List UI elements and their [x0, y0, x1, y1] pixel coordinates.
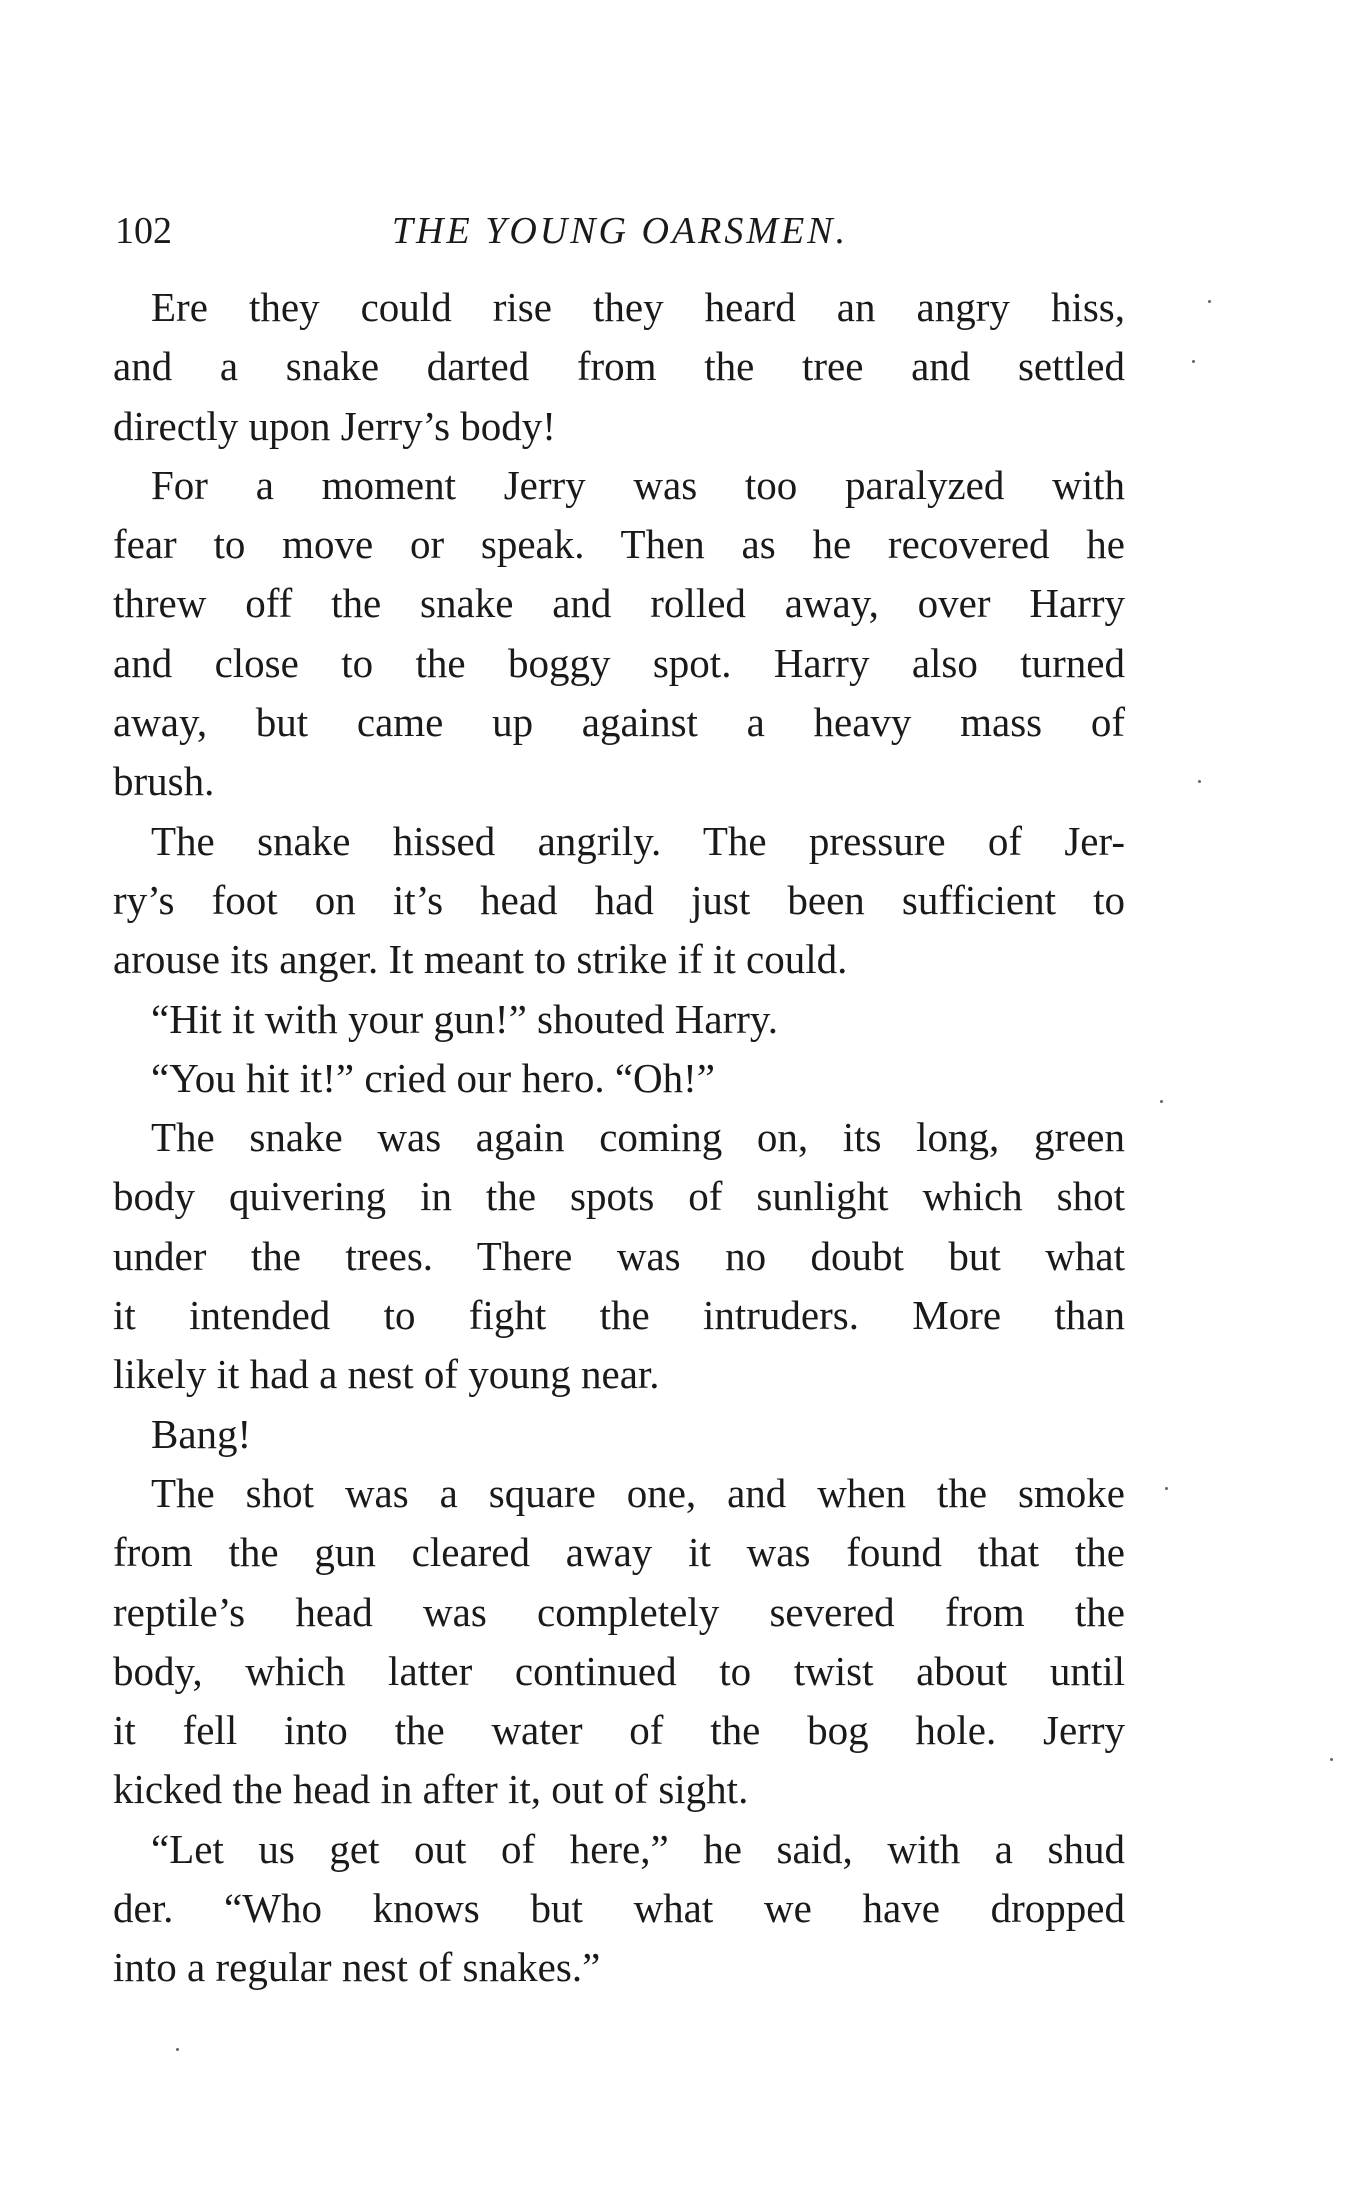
text-line: Bang! — [151, 1410, 252, 1457]
text-line: into a regular nest of snakes.” — [113, 1944, 601, 1991]
scan-speck — [1192, 360, 1195, 363]
scan-speck — [176, 2048, 179, 2051]
text-line: ry’s foot on it’s head had just been sufficient to — [113, 876, 1125, 923]
text-line: der. “Who knows but what we have dropped — [113, 1885, 1125, 1932]
text-line: reptile’s head was completely severed from the — [113, 1588, 1125, 1635]
text-line: away, but came up against a heavy mass of — [113, 699, 1125, 746]
text-line: under the trees. There was no doubt but what — [113, 1232, 1125, 1279]
text-line: it intended to fight the intruders. More than — [113, 1292, 1125, 1339]
page-header — [115, 206, 1125, 256]
text-line: directly upon Jerry’s body! — [113, 402, 556, 449]
text-line: it fell into the water of the bog hole. Jerry — [113, 1707, 1125, 1754]
text-line: kicked the head in after it, out of sight. — [113, 1766, 749, 1813]
text-line: “Let us get out of here,” he said, with a shud — [151, 1825, 1125, 1872]
scan-speck — [1208, 300, 1211, 303]
text-line: For a moment Jerry was too paralyzed with — [151, 461, 1125, 508]
text-line: The shot was a square one, and when the smoke — [151, 1469, 1125, 1516]
text-line: “Hit it with your gun!” shouted Harry. — [151, 995, 779, 1042]
scan-speck — [1330, 1758, 1333, 1761]
text-line: arouse its anger. It meant to strike if it could. — [113, 936, 848, 983]
scan-speck — [1160, 1100, 1163, 1103]
text-line: likely it had a nest of young near. — [113, 1351, 660, 1398]
scan-speck — [1165, 1487, 1168, 1490]
text-line: and a snake darted from the tree and settled — [113, 343, 1125, 390]
text-line: threw off the snake and rolled away, over Harry — [113, 580, 1125, 627]
text-line: Ere they could rise they heard an angry hiss, — [151, 284, 1125, 330]
text-line: fear to move or speak. Then as he recovered he — [113, 521, 1125, 568]
scan-speck — [1198, 780, 1201, 783]
text-line: and close to the boggy spot. Harry also turned — [113, 639, 1125, 686]
text-line: The snake hissed angrily. The pressure of Jer- — [151, 817, 1125, 864]
text-line: body, which latter continued to twist about until — [113, 1647, 1125, 1694]
text-line: body quivering in the spots of sunlight which shot — [113, 1173, 1125, 1220]
page-number: 102 — [115, 210, 172, 252]
body-text — [113, 278, 1125, 1998]
text-line: The snake was again coming on, its long, green — [151, 1114, 1125, 1161]
text-line: from the gun cleared away it was found that the — [113, 1529, 1125, 1576]
text-line: “You hit it!” cried our hero. “Oh!” — [151, 1054, 715, 1101]
text-line: brush. — [113, 758, 215, 805]
running-title: THE YOUNG OARSMEN. — [391, 210, 849, 252]
